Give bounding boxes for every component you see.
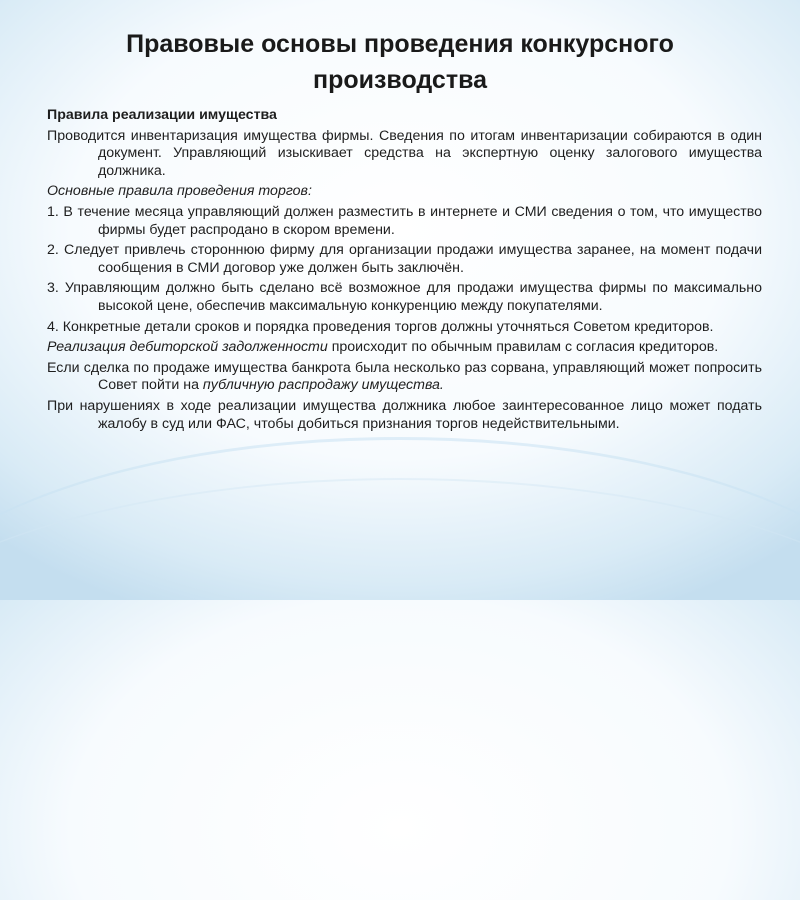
title-line-2: производства [312, 66, 488, 94]
rule-4: 4. Конкретные детали сроков и порядка проведения торгов должны уточняться Советом кредиторов. [47, 318, 714, 335]
paragraph-inventory: Проводится инвентаризация имущества фирмы. Сведения по итогам инвентаризации собираются в один документ. Управляющий изыскивает средства на экспертную оценку залогового имущества должника. [47, 127, 762, 179]
section-heading: Правила реализации имущества [47, 107, 277, 123]
rule-1: 1. В течение месяца управляющий должен разместить в интернете и СМИ сведения о том, что имущество фирмы будет распродано в скором времени. [47, 203, 762, 238]
paragraph-complaint: При нарушениях в ходе реализации имущества должника любое заинтересованное лицо может подать жалобу в суд или ФАС, чтобы добиться признания торгов недействительными. [47, 397, 762, 432]
receivables-term: Реализация дебиторской задолженности [47, 339, 328, 356]
slide-body [47, 107, 762, 436]
receivables-text: происходит по обычным правилам с согласия кредиторов. [327, 339, 719, 356]
failed-deal-text: Если сделка по продаже имущества банкрота была несколько раз сорвана, управляющий может попросить Совет пойти на [47, 359, 762, 394]
rules-heading: Основные правила проведения торгов: [47, 183, 312, 200]
paragraph-failed-deal [47, 360, 762, 395]
paragraph-receivables [47, 339, 762, 357]
background-decoration [0, 478, 800, 900]
title-line-1: Правовые основы проведения конкурсного [126, 30, 674, 58]
public-sale-term: публичную распродажу имущества. [202, 377, 444, 394]
rule-2: 2. Следует привлечь стороннюю фирму для организации продажи имущества заранее, на момент подачи сообщения в СМИ договор уже должен быть заключён. [47, 242, 762, 276]
slide-title [40, 26, 760, 98]
background-decoration [0, 437, 800, 860]
rule-3: 3. Управляющим должно быть сделано всё возможное для продажи имущества фирмы по максимально высокой цене, обеспечив максимальную конкуренцию между покупателями. [47, 280, 762, 314]
